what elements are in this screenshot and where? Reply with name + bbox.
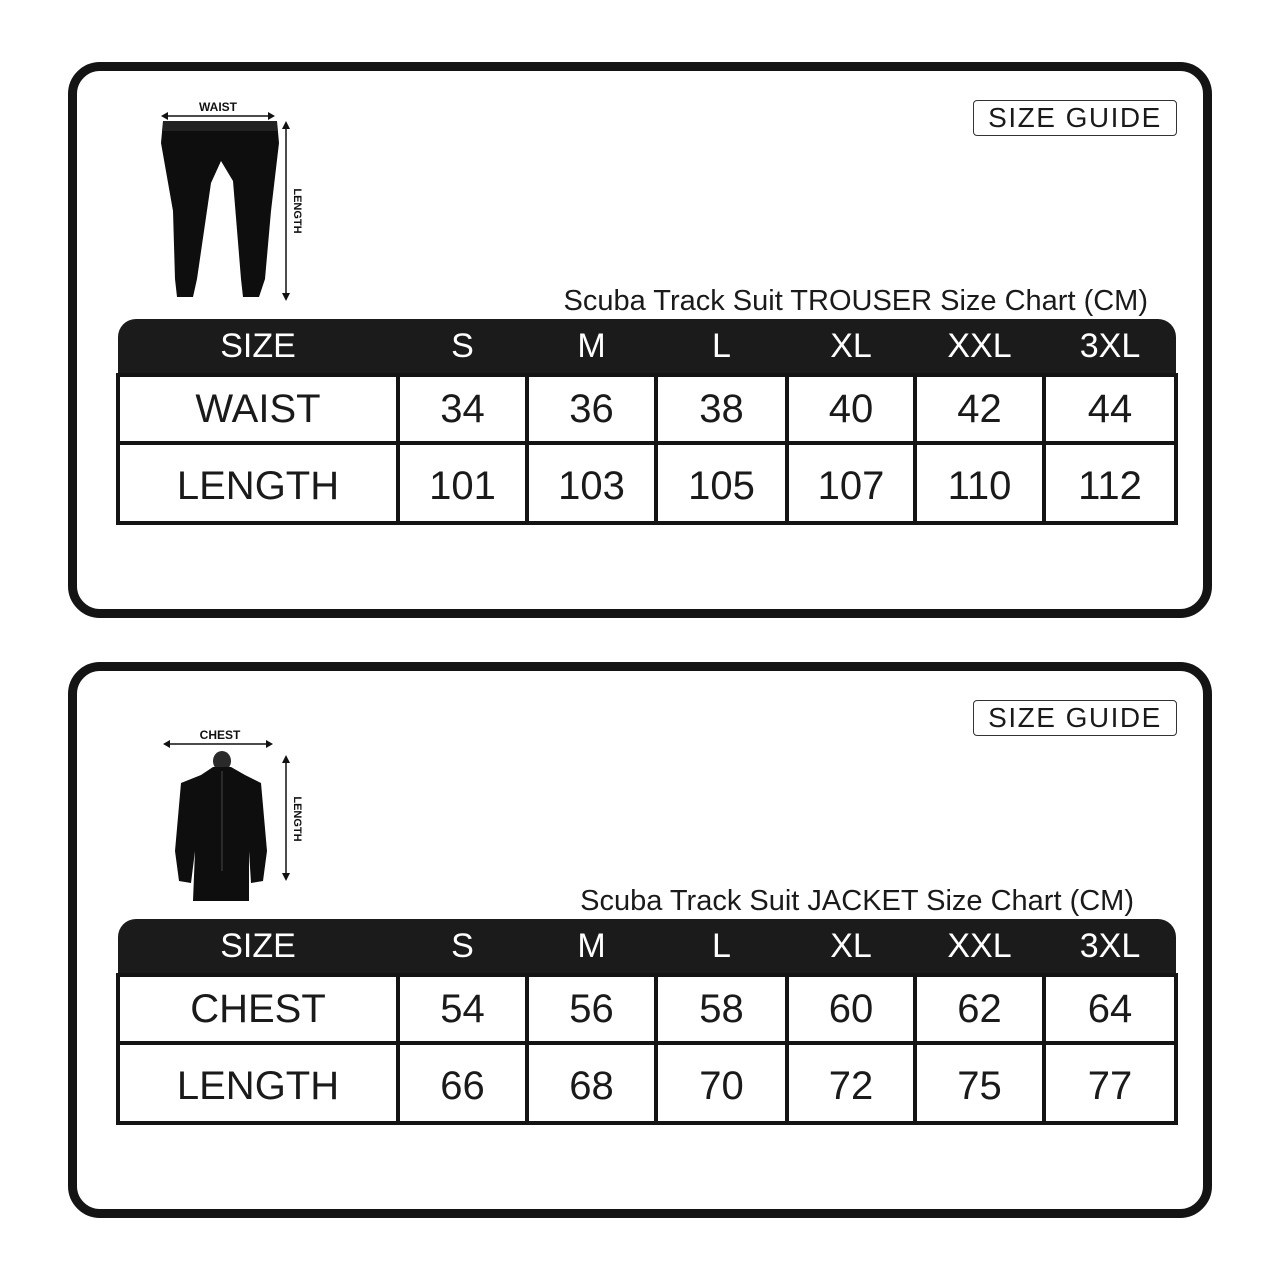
table-header-row (118, 919, 1176, 975)
chest-label: CHEST (199, 728, 241, 742)
header-cell: M (527, 919, 656, 975)
trouser-size-panel (68, 62, 1212, 618)
table-cell: 36 (527, 375, 656, 443)
table-cell: 34 (398, 375, 527, 443)
table-row (118, 975, 1176, 1043)
jacket-size-table (116, 919, 1178, 1125)
table-cell: 38 (656, 375, 787, 443)
size-guide-badge: SIZE GUIDE (973, 700, 1177, 736)
header-cell: SIZE (118, 319, 398, 375)
table-cell: 44 (1044, 375, 1176, 443)
table-cell: 70 (656, 1043, 787, 1123)
trouser-figure (153, 101, 303, 301)
length-label: LENGTH (291, 188, 303, 234)
trousers-icon (153, 101, 303, 301)
trouser-size-table (116, 319, 1178, 525)
table-row (118, 1043, 1176, 1123)
table-cell: 103 (527, 443, 656, 523)
table-cell: 40 (787, 375, 915, 443)
table-cell: 101 (398, 443, 527, 523)
header-cell: M (527, 319, 656, 375)
table-row (118, 375, 1176, 443)
header-cell: XL (787, 919, 915, 975)
header-cell: XXL (915, 319, 1044, 375)
header-cell: XXL (915, 919, 1044, 975)
table-cell: 72 (787, 1043, 915, 1123)
header-cell: SIZE (118, 919, 398, 975)
size-guide-badge: SIZE GUIDE (973, 100, 1177, 136)
table-cell: 105 (656, 443, 787, 523)
length-label: LENGTH (291, 796, 303, 842)
table-cell: 42 (915, 375, 1044, 443)
table-header-row (118, 319, 1176, 375)
header-cell: XL (787, 319, 915, 375)
table-cell: 66 (398, 1043, 527, 1123)
header-cell: L (656, 919, 787, 975)
table-row (118, 443, 1176, 523)
jacket-figure (153, 701, 303, 901)
row-label: LENGTH (118, 1043, 398, 1123)
table-cell: 60 (787, 975, 915, 1043)
header-cell: L (656, 319, 787, 375)
table-cell: 64 (1044, 975, 1176, 1043)
jacket-size-panel (68, 662, 1212, 1218)
table-cell: 107 (787, 443, 915, 523)
header-cell: 3XL (1044, 919, 1176, 975)
jacket-icon (153, 701, 303, 901)
table-cell: 112 (1044, 443, 1176, 523)
chart-title: Scuba Track Suit TROUSER Size Chart (CM) (563, 285, 1148, 317)
row-label: CHEST (118, 975, 398, 1043)
table-cell: 75 (915, 1043, 1044, 1123)
table-cell: 77 (1044, 1043, 1176, 1123)
row-label: LENGTH (118, 443, 398, 523)
table-cell: 56 (527, 975, 656, 1043)
table-cell: 68 (527, 1043, 656, 1123)
chart-title: Scuba Track Suit JACKET Size Chart (CM) (580, 885, 1134, 917)
table-cell: 110 (915, 443, 1044, 523)
table-cell: 54 (398, 975, 527, 1043)
header-cell: S (398, 319, 527, 375)
table-cell: 62 (915, 975, 1044, 1043)
row-label: WAIST (118, 375, 398, 443)
header-cell: S (398, 919, 527, 975)
waist-label: WAIST (199, 101, 237, 114)
table-cell: 58 (656, 975, 787, 1043)
header-cell: 3XL (1044, 319, 1176, 375)
